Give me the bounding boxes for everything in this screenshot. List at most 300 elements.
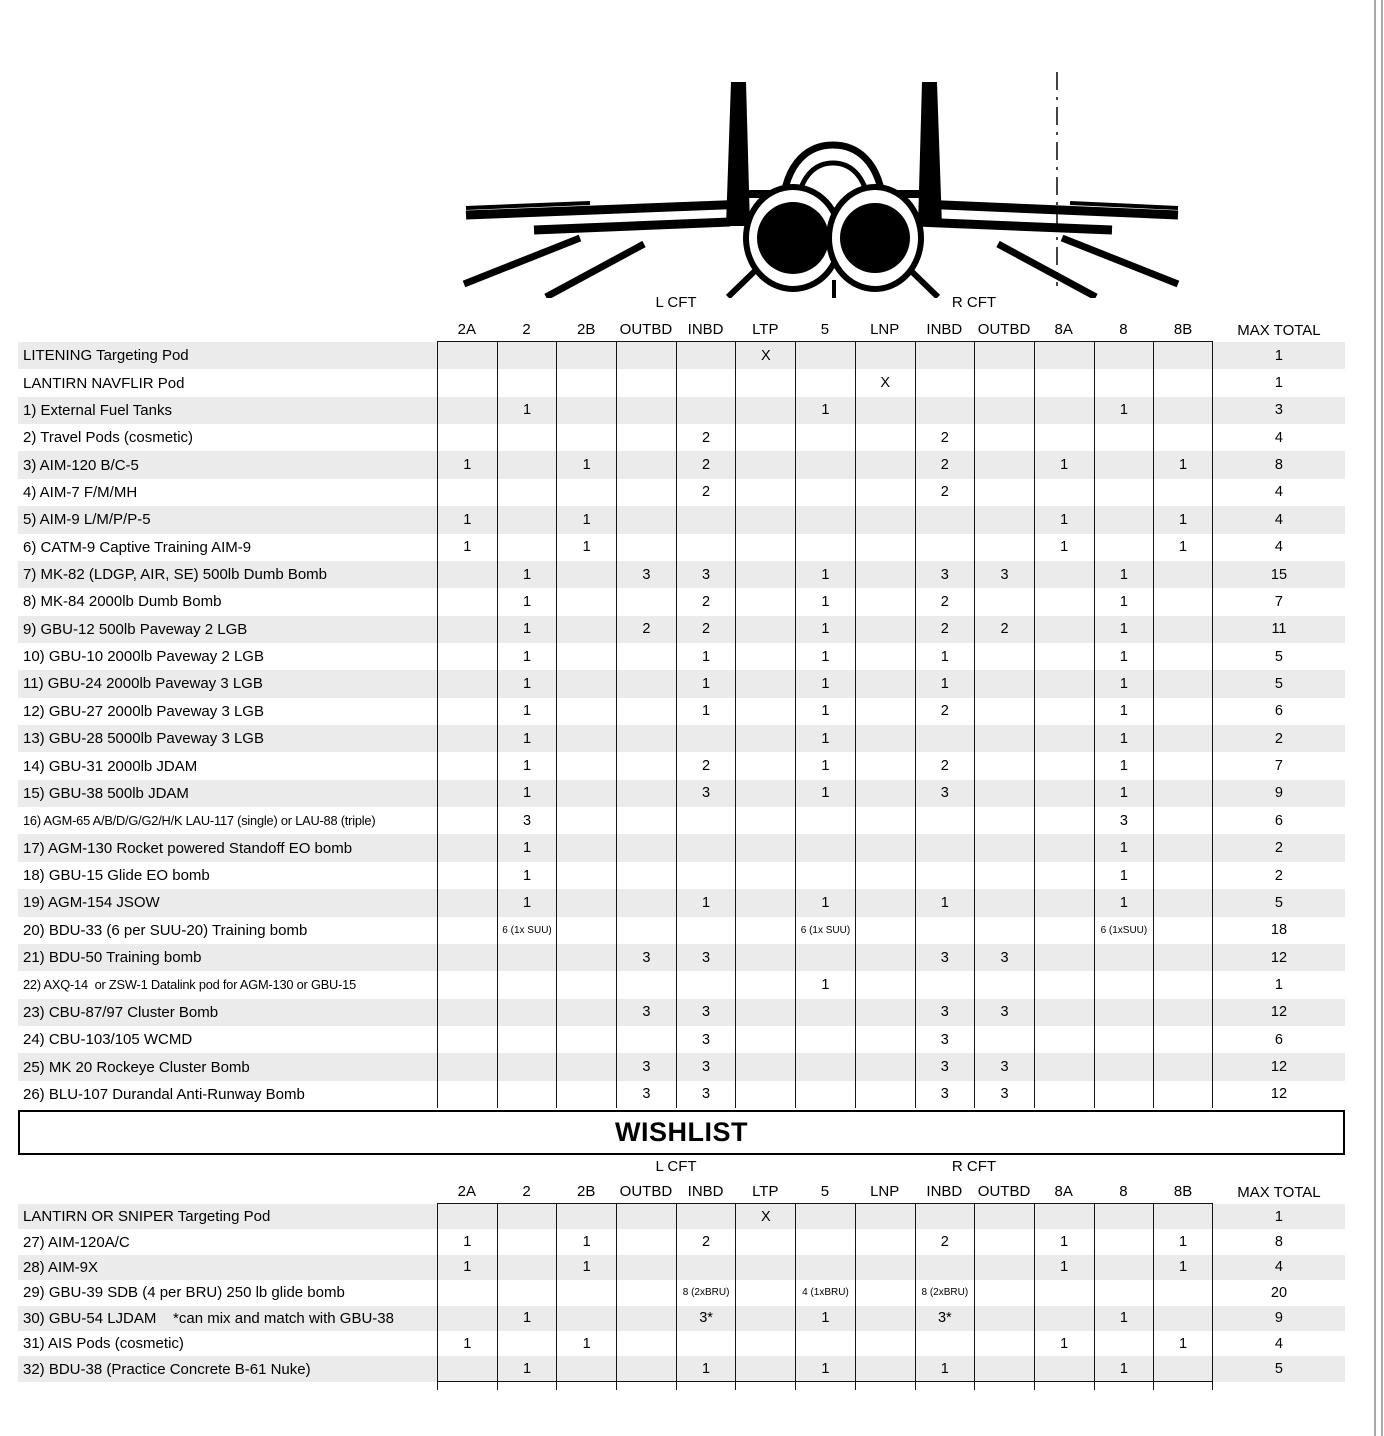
station-cell [1094,534,1154,561]
station-cell [735,588,795,615]
table-row [18,999,1345,1026]
table-row [18,397,1345,424]
station-cell: 3 [616,561,676,588]
station-cell [795,424,855,451]
station-cell [795,534,855,561]
station-cell [676,1255,736,1280]
station-cell [795,1081,855,1108]
station-cell: 1 [1153,506,1213,533]
station-cell [735,999,795,1026]
station-cell [1153,561,1213,588]
station-cell: 1 [437,1255,497,1280]
table-row [18,561,1345,588]
stub-cell [795,1382,855,1390]
station-cell: 1 [1153,534,1213,561]
station-cell [616,1026,676,1053]
station-cell [616,643,676,670]
column-header-max-total: MAX TOTAL [1237,322,1321,339]
row-label: 17) AGM-130 Rocket powered Standoff EO bomb [23,839,353,857]
station-cell [855,342,915,369]
station-cell [974,889,1034,916]
station-cell [676,862,736,889]
station-cell [795,944,855,971]
station-cell [1153,917,1213,944]
station-cell [556,479,616,506]
station-cell: 6 (1xSUU) [1094,917,1154,944]
station-cell: 1 [795,780,855,807]
station-cell: 1 [497,698,557,725]
station-cell [1153,971,1213,998]
table-row [18,1356,1345,1381]
station-cell [437,1356,497,1381]
station-cell [855,561,915,588]
row-label: LITENING Targeting Pod [23,347,189,365]
station-cell: 1 [1094,725,1154,752]
max-total-cell: 1 [1274,976,1283,993]
wishlist-table [18,1204,1345,1390]
station-cell: 1 [437,451,497,478]
max-total-cell: 20 [1270,1284,1288,1301]
stub-cell [855,1382,915,1390]
station-cell [676,834,736,861]
station-cell: 2 [676,616,736,643]
station-cell [795,506,855,533]
table-row [18,889,1345,916]
station-cell [1034,889,1094,916]
station-cell [915,917,975,944]
column-header: 8 [1094,1176,1154,1204]
station-cell [556,342,616,369]
stub-cell [437,1382,497,1390]
station-cell [556,834,616,861]
row-label: 24) CBU-103/105 WCMD [23,1031,193,1049]
station-cell: 1 [1153,1229,1213,1254]
table-row [18,588,1345,615]
station-cell [735,971,795,998]
station-cell [497,999,557,1026]
station-cell [1034,971,1094,998]
station-cell [497,342,557,369]
station-cell: 2 [915,752,975,779]
max-total-cell: 4 [1274,1259,1283,1276]
station-cell: 3 [676,999,736,1026]
station-cell [855,780,915,807]
column-header: LTP [735,312,795,342]
column-header: 2A [437,312,497,342]
station-cell [1094,1026,1154,1053]
station-cell [676,917,736,944]
station-cell [616,1356,676,1381]
max-total-cell: 11 [1271,621,1287,638]
max-total-cell: 5 [1274,648,1283,665]
station-cell [616,1331,676,1356]
station-cell [556,917,616,944]
station-cell [1034,342,1094,369]
stub-cell [974,1382,1034,1390]
station-cell [735,834,795,861]
station-cell: 1 [676,643,736,670]
table-row [18,616,1345,643]
station-cell [855,698,915,725]
station-cell: 1 [1094,561,1154,588]
station-cell: 3 [915,561,975,588]
station-cell [974,1229,1034,1254]
station-cell [1153,862,1213,889]
station-cell: 3 [497,807,557,834]
station-cell [556,725,616,752]
station-cell [616,725,676,752]
station-cell [1034,1306,1094,1331]
station-cell [1034,1280,1094,1305]
station-cell [974,862,1034,889]
station-cell [974,506,1034,533]
station-cell [556,424,616,451]
row-label: 31) AIS Pods (cosmetic) [23,1335,184,1353]
station-cell [556,944,616,971]
max-total-cell: 6 [1274,703,1283,720]
max-total-cell: 4 [1274,429,1283,446]
station-cell [1153,1306,1213,1331]
station-cell [437,944,497,971]
station-cell: 1 [556,451,616,478]
station-cell: 2 [915,424,975,451]
station-cell: 1 [915,643,975,670]
station-cell [676,1331,736,1356]
stub-cell [915,1382,975,1390]
station-cell [437,643,497,670]
station-cell [1094,1280,1154,1305]
station-cell [437,479,497,506]
station-cell [1094,342,1154,369]
station-cell [556,1306,616,1331]
station-cell [735,1081,795,1108]
column-header: 8B [1153,1176,1213,1204]
column-header: 2 [497,312,557,342]
page-edge-line [1374,0,1383,1436]
station-cell [735,862,795,889]
station-cell [616,834,676,861]
station-cell [974,479,1034,506]
station-cell: 2 [915,616,975,643]
max-total-cell: 15 [1270,566,1288,583]
station-cell: 1 [437,1331,497,1356]
station-cell: 1 [1153,1255,1213,1280]
station-cell [974,971,1034,998]
station-cell [616,1280,676,1305]
station-cell: 3 [616,1081,676,1108]
station-cell [1034,424,1094,451]
station-cell: 1 [1034,1331,1094,1356]
station-cell: 3 [616,1053,676,1080]
station-cell [1153,1204,1213,1229]
station-cell [735,889,795,916]
station-cell [616,752,676,779]
station-cell [795,1204,855,1229]
column-header: 8A [1034,1176,1094,1204]
station-cell [915,834,975,861]
station-cell [497,1229,557,1254]
station-cell [1153,588,1213,615]
station-cell [437,999,497,1026]
row-label: 1) External Fuel Tanks [23,401,172,419]
column-header: 2A [437,1176,497,1204]
station-cell [1094,944,1154,971]
station-cell [1034,643,1094,670]
station-cell: 3 [974,999,1034,1026]
station-cell [1034,1356,1094,1381]
station-cell [855,999,915,1026]
station-cell [735,1280,795,1305]
station-cell: X [735,342,795,369]
station-cell [795,369,855,396]
station-cell [974,1280,1034,1305]
station-cell [795,862,855,889]
station-cell: 1 [1094,1356,1154,1381]
station-cell [855,506,915,533]
max-total-cell: 2 [1274,867,1283,884]
station-cell [915,971,975,998]
station-cell [1094,506,1154,533]
station-cell [974,588,1034,615]
station-cell [974,834,1034,861]
station-cell: 3* [915,1306,975,1331]
table-row [18,698,1345,725]
wishlist-banner [18,1110,1345,1155]
station-cell: 1 [676,670,736,697]
station-cell: 3 [974,561,1034,588]
station-cell: 1 [795,1306,855,1331]
station-cell [1034,917,1094,944]
table-row [18,1053,1345,1080]
station-cell [855,1356,915,1381]
table-row [18,369,1345,396]
station-cell: 3 [676,780,736,807]
station-cell: 1 [497,725,557,752]
station-cell: 6 (1x SUU) [497,917,557,944]
station-cell [676,725,736,752]
station-cell [855,616,915,643]
station-cell [1094,971,1154,998]
station-cell [735,1229,795,1254]
station-cell: 3 [915,780,975,807]
station-cell: 1 [497,862,557,889]
station-cell [855,397,915,424]
station-cell: X [735,1204,795,1229]
station-cell [855,1255,915,1280]
table-row [18,1204,1345,1229]
station-cell: 1 [676,889,736,916]
max-total-cell: 3 [1274,402,1283,419]
loadout-table-header [18,312,1345,342]
station-cell [1153,999,1213,1026]
table-row [18,1026,1345,1053]
max-total-cell: 9 [1274,785,1283,802]
station-cell: 1 [1094,1306,1154,1331]
station-cell [735,369,795,396]
station-cell [1034,670,1094,697]
station-cell [497,369,557,396]
station-cell [1094,369,1154,396]
station-cell [735,424,795,451]
max-total-cell: 2 [1274,840,1283,857]
station-cell [1153,616,1213,643]
station-cell [1094,1204,1154,1229]
station-cell: 1 [795,971,855,998]
max-total-cell: 6 [1274,1031,1283,1048]
station-cell [437,369,497,396]
station-cell: 1 [1094,670,1154,697]
station-cell: 1 [1094,752,1154,779]
station-cell: 3 [974,944,1034,971]
station-cell [855,725,915,752]
table-row [18,807,1345,834]
station-cell [795,451,855,478]
station-cell [1034,397,1094,424]
table-row [18,451,1345,478]
station-cell [974,807,1034,834]
row-label: 29) GBU-39 SDB (4 per BRU) 250 lb glide bomb [23,1284,345,1302]
stub-cell [676,1382,736,1390]
station-cell: 2 [915,1229,975,1254]
station-cell: 3 [676,1053,736,1080]
row-label: 32) BDU-38 (Practice Concrete B-61 Nuke) [23,1360,311,1378]
row-label: 9) GBU-12 500lb Paveway 2 LGB [23,620,248,638]
stub-max [1213,1382,1345,1390]
station-cell: 1 [497,752,557,779]
station-cell: 1 [795,752,855,779]
station-cell [616,342,676,369]
station-cell: 3 [676,561,736,588]
station-cell [497,1204,557,1229]
station-cell [616,889,676,916]
station-cell: 3 [915,944,975,971]
station-cell [497,1255,557,1280]
station-cell: X [855,369,915,396]
station-cell: 3 [676,1026,736,1053]
loadout-table [18,342,1345,1108]
station-cell: 1 [497,561,557,588]
station-cell [855,1331,915,1356]
station-cell [497,479,557,506]
station-cell [1094,1331,1154,1356]
station-cell: 1 [1094,889,1154,916]
station-cell: 1 [497,643,557,670]
station-cell [915,725,975,752]
station-cell [437,616,497,643]
station-cell [1153,1280,1213,1305]
station-cell: 1 [915,670,975,697]
station-cell [1034,1053,1094,1080]
station-cell: 2 [676,1229,736,1254]
station-cell [1034,1026,1094,1053]
station-cell [616,971,676,998]
f15-rear-view-silhouette [430,58,1210,298]
station-cell [735,807,795,834]
station-cell [735,479,795,506]
station-cell [1094,424,1154,451]
station-cell [735,725,795,752]
station-cell: 2 [915,451,975,478]
station-cell: 2 [915,698,975,725]
station-cell [855,807,915,834]
station-cell: 1 [795,561,855,588]
station-cell [915,1255,975,1280]
column-header: LTP [735,1176,795,1204]
station-cell [1153,807,1213,834]
station-cell [974,451,1034,478]
row-label: 27) AIM-120A/C [23,1233,130,1251]
station-cell [915,342,975,369]
station-cell [676,1204,736,1229]
station-cell [497,971,557,998]
station-cell [1094,1053,1154,1080]
station-cell: 1 [795,670,855,697]
station-cell [915,506,975,533]
station-cell: 1 [497,670,557,697]
station-cell [855,1081,915,1108]
station-cell [1034,752,1094,779]
station-cell [735,670,795,697]
station-cell [915,1204,975,1229]
station-cell: 1 [795,616,855,643]
row-label: 15) GBU-38 500lb JDAM [23,784,189,802]
station-cell [974,369,1034,396]
max-total-cell: 4 [1274,1335,1283,1352]
station-cell: 3 [616,999,676,1026]
table-row [18,725,1345,752]
table-row [18,342,1345,369]
station-cell [616,451,676,478]
station-cell [1034,479,1094,506]
station-cell [556,862,616,889]
row-label: 10) GBU-10 2000lb Paveway 2 LGB [23,648,264,666]
column-header: INBD [676,312,736,342]
station-cell: 1 [795,725,855,752]
stub-cell [1094,1382,1154,1390]
max-total-cell: 4 [1274,511,1283,528]
max-total-cell: 7 [1274,593,1283,610]
station-cell [616,862,676,889]
row-label: 23) CBU-87/97 Cluster Bomb [23,1003,219,1021]
table-row [18,944,1345,971]
station-cell [556,1081,616,1108]
max-total-cell: 8 [1274,457,1283,474]
station-cell [974,1306,1034,1331]
table-row [18,670,1345,697]
station-cell: 1 [1153,451,1213,478]
station-cell: 1 [437,506,497,533]
column-header: 8A [1034,312,1094,342]
station-cell [437,698,497,725]
column-header: OUTBD [974,1176,1034,1204]
row-label: 13) GBU-28 5000lb Paveway 3 LGB [23,730,264,748]
station-cell [974,670,1034,697]
station-cell: 1 [1094,643,1154,670]
station-cell [1094,479,1154,506]
station-cell [855,479,915,506]
station-cell: 1 [1094,397,1154,424]
station-cell [437,752,497,779]
max-total-cell: 4 [1274,484,1283,501]
row-label: 12) GBU-27 2000lb Paveway 3 LGB [23,702,264,720]
station-cell [1153,834,1213,861]
station-cell [556,780,616,807]
column-header: 8B [1153,312,1213,342]
station-cell: 3 [915,999,975,1026]
station-cell [795,1255,855,1280]
station-cell: 1 [497,588,557,615]
station-cell [1034,862,1094,889]
